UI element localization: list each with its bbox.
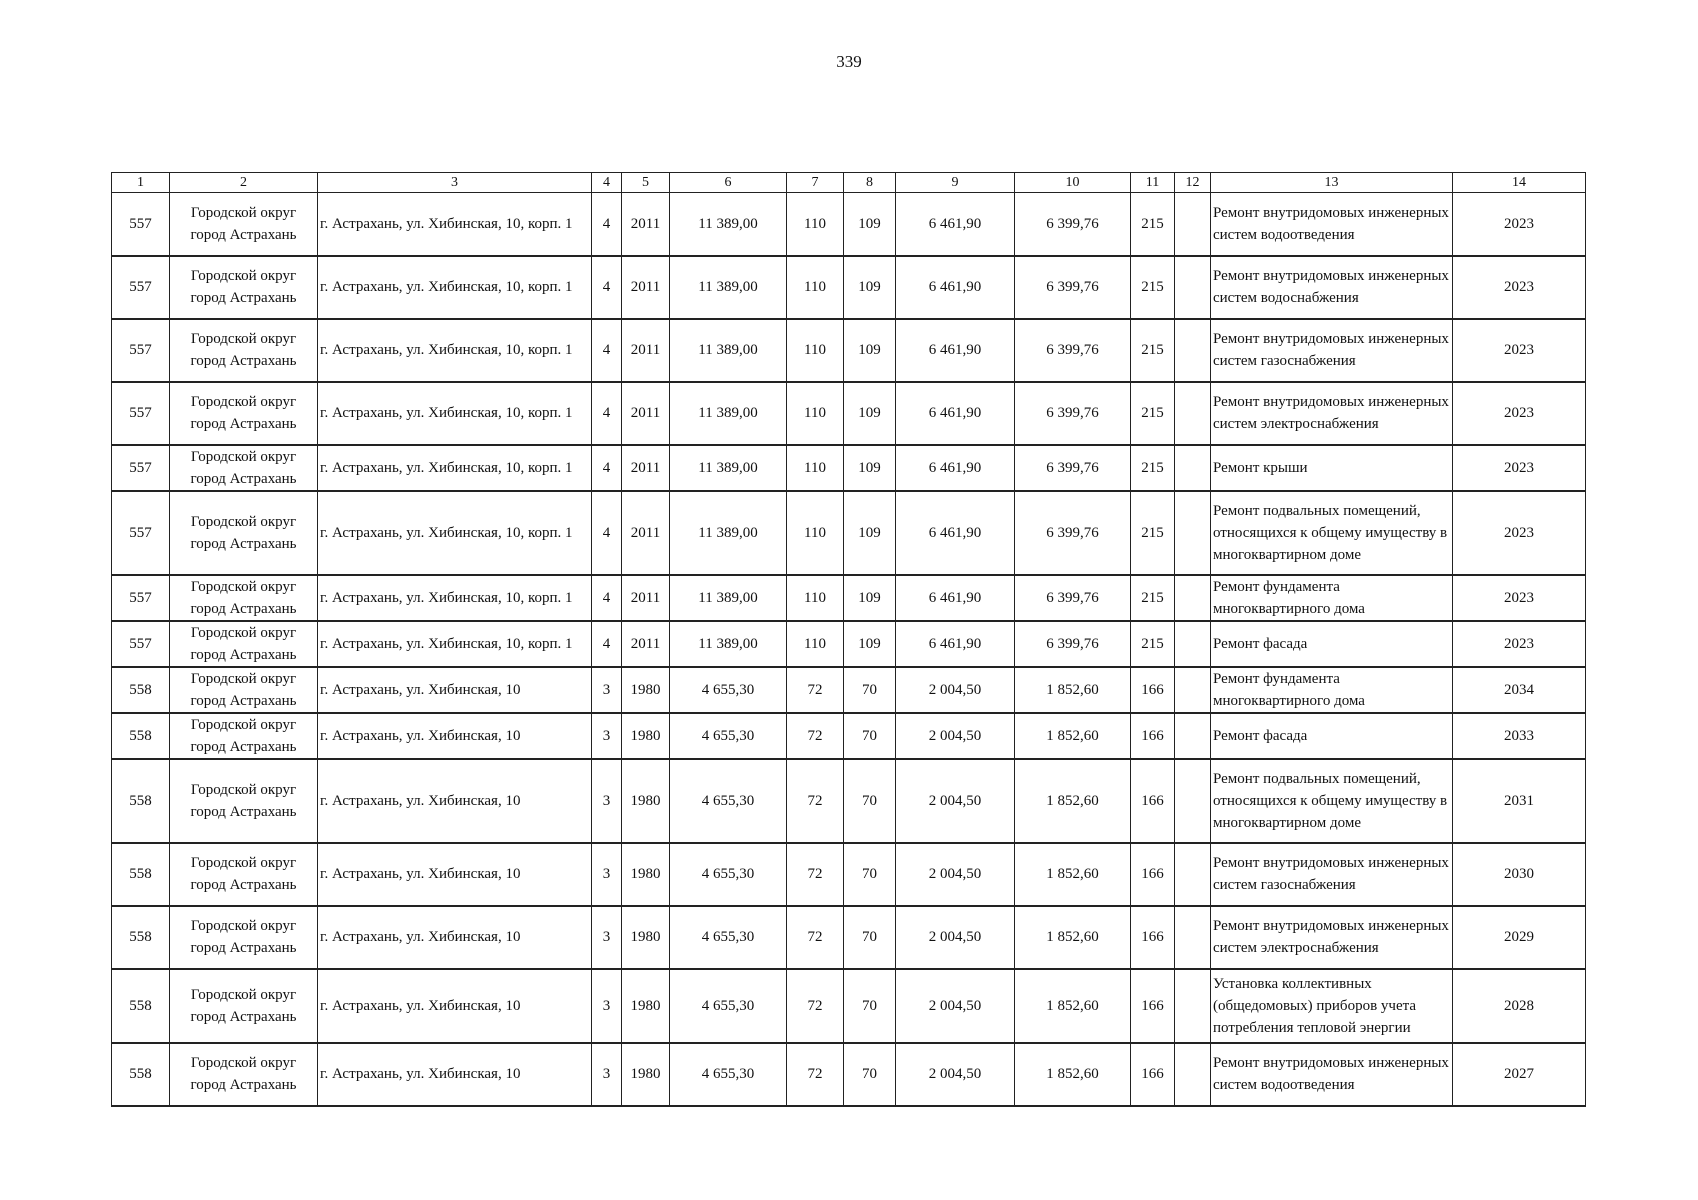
floors-cell: 4: [592, 491, 622, 575]
planned-year-cell: 2033: [1453, 713, 1586, 759]
column-header: 4: [592, 173, 622, 193]
table-row: [112, 1043, 1586, 1106]
planned-year-cell: 2031: [1453, 759, 1586, 843]
col11-cell: 215: [1131, 193, 1175, 256]
col7-cell: 110: [787, 319, 844, 382]
planned-year-cell: 2023: [1453, 193, 1586, 256]
planned-year-cell: 2028: [1453, 969, 1586, 1043]
work-type-cell: Ремонт фасада: [1211, 621, 1453, 667]
address-cell: г. Астрахань, ул. Хибинская, 10: [318, 843, 592, 906]
col10-cell: 1 852,60: [1015, 906, 1131, 969]
column-header: 14: [1453, 173, 1586, 193]
total-area-cell: 11 389,00: [670, 491, 787, 575]
table-row: [112, 491, 1586, 575]
table-row: [112, 575, 1586, 621]
floors-cell: 3: [592, 713, 622, 759]
year-built-cell: 2011: [622, 621, 670, 667]
address-cell: г. Астрахань, ул. Хибинская, 10: [318, 969, 592, 1043]
row-number: 557: [112, 319, 170, 382]
col8-cell: 70: [844, 667, 896, 713]
floors-cell: 4: [592, 621, 622, 667]
col10-cell: 6 399,76: [1015, 319, 1131, 382]
col7-cell: 110: [787, 575, 844, 621]
col7-cell: 110: [787, 256, 844, 319]
year-built-cell: 1980: [622, 906, 670, 969]
planned-year-cell: 2023: [1453, 575, 1586, 621]
floors-cell: 3: [592, 843, 622, 906]
table-row: [112, 621, 1586, 667]
address-cell: г. Астрахань, ул. Хибинская, 10: [318, 713, 592, 759]
col12-cell: [1175, 575, 1211, 621]
municipality-cell: Городской округ город Астрахань: [170, 1043, 318, 1106]
column-header: 3: [318, 173, 592, 193]
col9-cell: 2 004,50: [896, 667, 1015, 713]
capital-repair-table: [111, 172, 1586, 1107]
column-header: 8: [844, 173, 896, 193]
total-area-cell: 4 655,30: [670, 843, 787, 906]
col10-cell: 6 399,76: [1015, 575, 1131, 621]
municipality-cell: Городской округ город Астрахань: [170, 319, 318, 382]
work-type-cell: Ремонт внутридомовых инженерных систем электроснабжения: [1211, 906, 1453, 969]
col9-cell: 2 004,50: [896, 843, 1015, 906]
total-area-cell: 11 389,00: [670, 445, 787, 491]
municipality-cell: Городской округ город Астрахань: [170, 713, 318, 759]
floors-cell: 3: [592, 667, 622, 713]
column-header: 2: [170, 173, 318, 193]
col10-cell: 6 399,76: [1015, 256, 1131, 319]
year-built-cell: 2011: [622, 256, 670, 319]
total-area-cell: 4 655,30: [670, 1043, 787, 1106]
row-number: 557: [112, 382, 170, 445]
table-row: [112, 969, 1586, 1043]
municipality-cell: Городской округ город Астрахань: [170, 575, 318, 621]
col7-cell: 110: [787, 491, 844, 575]
row-number: 557: [112, 256, 170, 319]
table-row: [112, 256, 1586, 319]
total-area-cell: 4 655,30: [670, 969, 787, 1043]
address-cell: г. Астрахань, ул. Хибинская, 10, корп. 1: [318, 575, 592, 621]
table-row: [112, 445, 1586, 491]
work-type-cell: Установка коллективных (общедомовых) приборов учета потребления тепловой энергии: [1211, 969, 1453, 1043]
address-cell: г. Астрахань, ул. Хибинская, 10: [318, 1043, 592, 1106]
municipality-cell: Городской округ город Астрахань: [170, 382, 318, 445]
col9-cell: 6 461,90: [896, 382, 1015, 445]
col7-cell: 72: [787, 1043, 844, 1106]
col7-cell: 110: [787, 382, 844, 445]
total-area-cell: 11 389,00: [670, 382, 787, 445]
floors-cell: 4: [592, 445, 622, 491]
col7-cell: 110: [787, 445, 844, 491]
col9-cell: 6 461,90: [896, 621, 1015, 667]
planned-year-cell: 2029: [1453, 906, 1586, 969]
col11-cell: 166: [1131, 713, 1175, 759]
planned-year-cell: 2034: [1453, 667, 1586, 713]
col8-cell: 109: [844, 193, 896, 256]
col7-cell: 72: [787, 969, 844, 1043]
column-header: 12: [1175, 173, 1211, 193]
col7-cell: 72: [787, 667, 844, 713]
page-number: 339: [836, 52, 862, 71]
address-cell: г. Астрахань, ул. Хибинская, 10, корп. 1: [318, 382, 592, 445]
col9-cell: 6 461,90: [896, 319, 1015, 382]
table-row: [112, 759, 1586, 843]
row-number: 558: [112, 713, 170, 759]
total-area-cell: 11 389,00: [670, 256, 787, 319]
total-area-cell: 11 389,00: [670, 575, 787, 621]
column-header: 9: [896, 173, 1015, 193]
floors-cell: 4: [592, 193, 622, 256]
year-built-cell: 2011: [622, 491, 670, 575]
column-header: 7: [787, 173, 844, 193]
address-cell: г. Астрахань, ул. Хибинская, 10, корп. 1: [318, 491, 592, 575]
col12-cell: [1175, 843, 1211, 906]
col8-cell: 109: [844, 575, 896, 621]
col10-cell: 1 852,60: [1015, 667, 1131, 713]
col12-cell: [1175, 759, 1211, 843]
work-type-cell: Ремонт внутридомовых инженерных систем водоснабжения: [1211, 256, 1453, 319]
col9-cell: 6 461,90: [896, 445, 1015, 491]
col11-cell: 215: [1131, 491, 1175, 575]
col12-cell: [1175, 445, 1211, 491]
row-number: 557: [112, 445, 170, 491]
col7-cell: 72: [787, 843, 844, 906]
column-header: 10: [1015, 173, 1131, 193]
col7-cell: 72: [787, 906, 844, 969]
municipality-cell: Городской округ город Астрахань: [170, 759, 318, 843]
year-built-cell: 2011: [622, 382, 670, 445]
col7-cell: 110: [787, 193, 844, 256]
col8-cell: 70: [844, 759, 896, 843]
col9-cell: 2 004,50: [896, 969, 1015, 1043]
row-number: 558: [112, 667, 170, 713]
col11-cell: 215: [1131, 575, 1175, 621]
work-type-cell: Ремонт подвальных помещений, относящихся к общему имуществу в многоквартирном доме: [1211, 491, 1453, 575]
table-row: [112, 667, 1586, 713]
work-type-cell: Ремонт внутридомовых инженерных систем электроснабжения: [1211, 382, 1453, 445]
work-type-cell: Ремонт внутридомовых инженерных систем водоотведения: [1211, 1043, 1453, 1106]
col10-cell: 1 852,60: [1015, 759, 1131, 843]
planned-year-cell: 2023: [1453, 445, 1586, 491]
column-header: 6: [670, 173, 787, 193]
planned-year-cell: 2023: [1453, 491, 1586, 575]
address-cell: г. Астрахань, ул. Хибинская, 10, корп. 1: [318, 319, 592, 382]
col10-cell: 1 852,60: [1015, 969, 1131, 1043]
floors-cell: 3: [592, 759, 622, 843]
address-cell: г. Астрахань, ул. Хибинская, 10, корп. 1: [318, 445, 592, 491]
year-built-cell: 2011: [622, 575, 670, 621]
col8-cell: 109: [844, 445, 896, 491]
col10-cell: 1 852,60: [1015, 713, 1131, 759]
table-row: [112, 382, 1586, 445]
col11-cell: 166: [1131, 843, 1175, 906]
year-built-cell: 1980: [622, 969, 670, 1043]
col11-cell: 215: [1131, 382, 1175, 445]
address-cell: г. Астрахань, ул. Хибинская, 10, корп. 1: [318, 256, 592, 319]
col8-cell: 70: [844, 713, 896, 759]
work-type-cell: Ремонт фундамента многоквартирного дома: [1211, 575, 1453, 621]
work-type-cell: Ремонт внутридомовых инженерных систем газоснабжения: [1211, 319, 1453, 382]
col9-cell: 6 461,90: [896, 193, 1015, 256]
table-row: [112, 843, 1586, 906]
column-header: 5: [622, 173, 670, 193]
col11-cell: 215: [1131, 256, 1175, 319]
floors-cell: 3: [592, 969, 622, 1043]
col10-cell: 6 399,76: [1015, 193, 1131, 256]
col9-cell: 2 004,50: [896, 759, 1015, 843]
col9-cell: 6 461,90: [896, 256, 1015, 319]
column-number-row: [112, 173, 1586, 193]
col11-cell: 215: [1131, 445, 1175, 491]
column-header: 1: [112, 173, 170, 193]
col12-cell: [1175, 256, 1211, 319]
floors-cell: 4: [592, 382, 622, 445]
address-cell: г. Астрахань, ул. Хибинская, 10: [318, 759, 592, 843]
col12-cell: [1175, 193, 1211, 256]
col8-cell: 109: [844, 382, 896, 445]
column-header: 11: [1131, 173, 1175, 193]
year-built-cell: 1980: [622, 1043, 670, 1106]
planned-year-cell: 2023: [1453, 621, 1586, 667]
floors-cell: 3: [592, 906, 622, 969]
table-row: [112, 906, 1586, 969]
year-built-cell: 1980: [622, 667, 670, 713]
col8-cell: 70: [844, 1043, 896, 1106]
col9-cell: 2 004,50: [896, 906, 1015, 969]
total-area-cell: 4 655,30: [670, 713, 787, 759]
col11-cell: 166: [1131, 1043, 1175, 1106]
floors-cell: 3: [592, 1043, 622, 1106]
table-row: [112, 319, 1586, 382]
year-built-cell: 1980: [622, 843, 670, 906]
row-number: 558: [112, 906, 170, 969]
work-type-cell: Ремонт внутридомовых инженерных систем водоотведения: [1211, 193, 1453, 256]
col7-cell: 110: [787, 621, 844, 667]
floors-cell: 4: [592, 575, 622, 621]
col8-cell: 109: [844, 319, 896, 382]
municipality-cell: Городской округ город Астрахань: [170, 445, 318, 491]
col12-cell: [1175, 491, 1211, 575]
col12-cell: [1175, 969, 1211, 1043]
col12-cell: [1175, 906, 1211, 969]
table-row: [112, 713, 1586, 759]
col9-cell: 2 004,50: [896, 1043, 1015, 1106]
col10-cell: 6 399,76: [1015, 621, 1131, 667]
planned-year-cell: 2030: [1453, 843, 1586, 906]
work-type-cell: Ремонт подвальных помещений, относящихся к общему имуществу в многоквартирном доме: [1211, 759, 1453, 843]
col9-cell: 6 461,90: [896, 491, 1015, 575]
row-number: 557: [112, 575, 170, 621]
municipality-cell: Городской округ город Астрахань: [170, 256, 318, 319]
col10-cell: 6 399,76: [1015, 491, 1131, 575]
floors-cell: 4: [592, 319, 622, 382]
col12-cell: [1175, 319, 1211, 382]
work-type-cell: Ремонт фундамента многоквартирного дома: [1211, 667, 1453, 713]
work-type-cell: Ремонт внутридомовых инженерных систем газоснабжения: [1211, 843, 1453, 906]
address-cell: г. Астрахань, ул. Хибинская, 10, корп. 1: [318, 621, 592, 667]
planned-year-cell: 2023: [1453, 382, 1586, 445]
total-area-cell: 4 655,30: [670, 759, 787, 843]
municipality-cell: Городской округ город Астрахань: [170, 621, 318, 667]
total-area-cell: 11 389,00: [670, 621, 787, 667]
year-built-cell: 1980: [622, 759, 670, 843]
col12-cell: [1175, 621, 1211, 667]
floors-cell: 4: [592, 256, 622, 319]
work-type-cell: Ремонт фасада: [1211, 713, 1453, 759]
planned-year-cell: 2023: [1453, 319, 1586, 382]
col10-cell: 6 399,76: [1015, 382, 1131, 445]
year-built-cell: 1980: [622, 713, 670, 759]
address-cell: г. Астрахань, ул. Хибинская, 10, корп. 1: [318, 193, 592, 256]
year-built-cell: 2011: [622, 445, 670, 491]
planned-year-cell: 2027: [1453, 1043, 1586, 1106]
row-number: 558: [112, 1043, 170, 1106]
total-area-cell: 11 389,00: [670, 319, 787, 382]
work-type-cell: Ремонт крыши: [1211, 445, 1453, 491]
col11-cell: 215: [1131, 319, 1175, 382]
col11-cell: 166: [1131, 759, 1175, 843]
municipality-cell: Городской округ город Астрахань: [170, 969, 318, 1043]
col8-cell: 70: [844, 906, 896, 969]
address-cell: г. Астрахань, ул. Хибинская, 10: [318, 906, 592, 969]
col12-cell: [1175, 1043, 1211, 1106]
address-cell: г. Астрахань, ул. Хибинская, 10: [318, 667, 592, 713]
year-built-cell: 2011: [622, 193, 670, 256]
col10-cell: 1 852,60: [1015, 1043, 1131, 1106]
municipality-cell: Городской округ город Астрахань: [170, 491, 318, 575]
year-built-cell: 2011: [622, 319, 670, 382]
col8-cell: 70: [844, 969, 896, 1043]
column-header: 13: [1211, 173, 1453, 193]
col8-cell: 109: [844, 491, 896, 575]
col11-cell: 215: [1131, 621, 1175, 667]
row-number: 558: [112, 843, 170, 906]
total-area-cell: 4 655,30: [670, 906, 787, 969]
col11-cell: 166: [1131, 906, 1175, 969]
row-number: 558: [112, 759, 170, 843]
table-row: [112, 193, 1586, 256]
col8-cell: 109: [844, 621, 896, 667]
row-number: 557: [112, 621, 170, 667]
row-number: 557: [112, 491, 170, 575]
municipality-cell: Городской округ город Астрахань: [170, 843, 318, 906]
total-area-cell: 11 389,00: [670, 193, 787, 256]
col7-cell: 72: [787, 713, 844, 759]
row-number: 557: [112, 193, 170, 256]
municipality-cell: Городской округ город Астрахань: [170, 667, 318, 713]
col11-cell: 166: [1131, 969, 1175, 1043]
col9-cell: 6 461,90: [896, 575, 1015, 621]
col10-cell: 1 852,60: [1015, 843, 1131, 906]
municipality-cell: Городской округ город Астрахань: [170, 193, 318, 256]
col8-cell: 109: [844, 256, 896, 319]
total-area-cell: 4 655,30: [670, 667, 787, 713]
col7-cell: 72: [787, 759, 844, 843]
col8-cell: 70: [844, 843, 896, 906]
row-number: 558: [112, 969, 170, 1043]
col9-cell: 2 004,50: [896, 713, 1015, 759]
col12-cell: [1175, 713, 1211, 759]
municipality-cell: Городской округ город Астрахань: [170, 906, 318, 969]
planned-year-cell: 2023: [1453, 256, 1586, 319]
col11-cell: 166: [1131, 667, 1175, 713]
col10-cell: 6 399,76: [1015, 445, 1131, 491]
col12-cell: [1175, 382, 1211, 445]
col12-cell: [1175, 667, 1211, 713]
